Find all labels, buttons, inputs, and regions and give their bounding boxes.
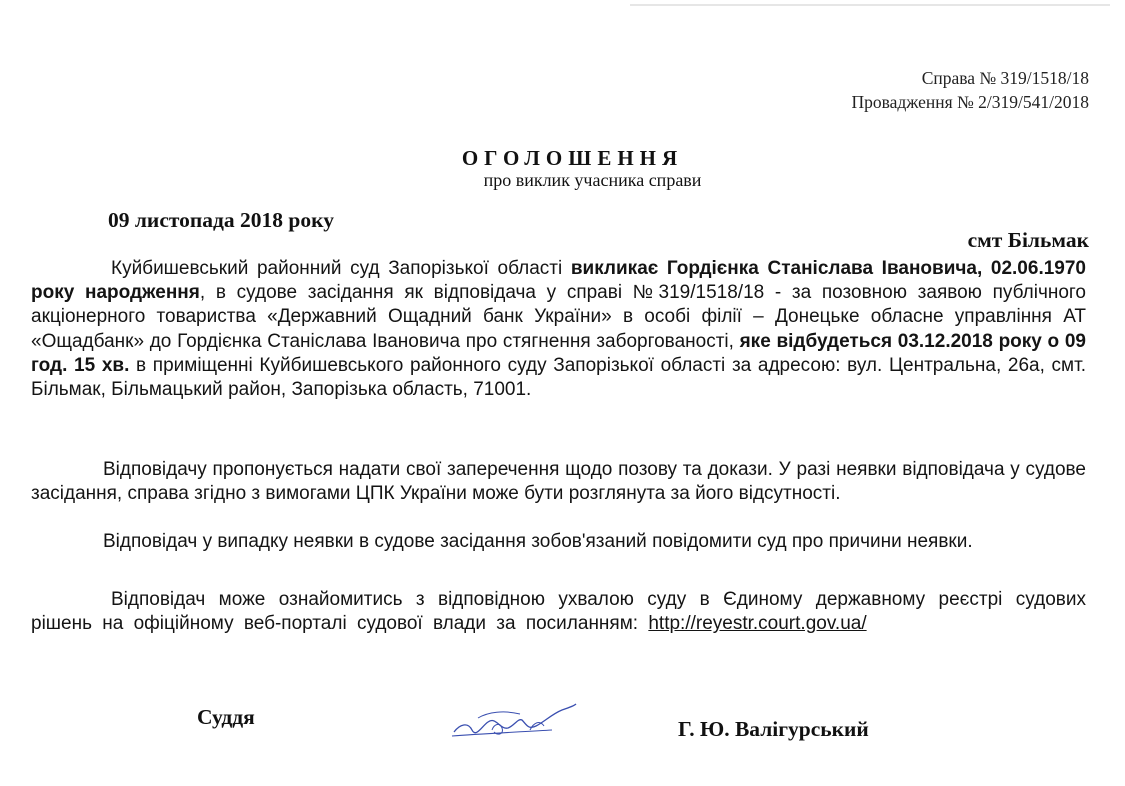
paragraph-summons [31, 257, 1086, 402]
document-date: 09 листопада 2018 року [108, 208, 334, 232]
registry-text: Відповідач може ознайомитись з відповідною ухвалою суду в Єдиному державному реєстрі судових рішень на офіційному веб-порталі судової влади за посиланням: [31, 589, 1086, 635]
document-place: смт Більмак [967, 228, 1089, 252]
case-number: Справа № 319/1518/18 [921, 68, 1089, 88]
registry-link[interactable]: http://reyestr.court.gov.ua/ [648, 613, 867, 635]
summons-defendant: викликає Гордієнка Станіслава Івановича, 02.06.1970 року народження [31, 258, 1086, 304]
scan-edge-line [630, 4, 1110, 6]
summons-claim: , в судове засідання як відповідача у справі №319/1518/18 - за позовною заявою публічного акціонерного товариства «Державний Ощадний банк України» в особі філії – Донецьке обласне управління АТ «Ощадбанк» до Гордієнка Станіслава Івановича про стягнення заборгованості, [31, 282, 1086, 352]
signature-name: Г. Ю. Валігурський [678, 717, 869, 741]
paragraph-objections: Відповідачу пропонується надати свої заперечення щодо позову та докази. У разі неявки відповідача у судове засідання, справа згідно з вимогами ЦПК України може бути розглянута за його відсутності. [31, 459, 1086, 505]
document-subtitle: про виклик учасника справи [483, 170, 702, 190]
signature-role: Суддя [197, 705, 255, 729]
paragraph-registry [31, 588, 1086, 636]
paragraph-absence-notice: Відповідач у випадку неявки в судове засідання зобов'язаний повідомити суд про причини неявки. [103, 531, 973, 552]
case-header [851, 66, 1089, 114]
summons-court: Куйбишевський районний суд Запорізької області [111, 258, 571, 279]
document-title: ОГОЛОШЕННЯ [461, 146, 684, 170]
summons-hearing-time: яке відбудеться 03.12.2018 року о 09 год. 15 хв. [31, 330, 1086, 376]
proceeding-number: Провадження № 2/319/541/2018 [851, 92, 1089, 112]
summons-address: в приміщенні Куйбишевського районного суду Запорізької області за адресою: вул. Центральна, 26а, смт. Більмак, Більмацький район, Запорізька область, 71001. [31, 354, 1086, 401]
handwritten-signature [448, 700, 578, 748]
